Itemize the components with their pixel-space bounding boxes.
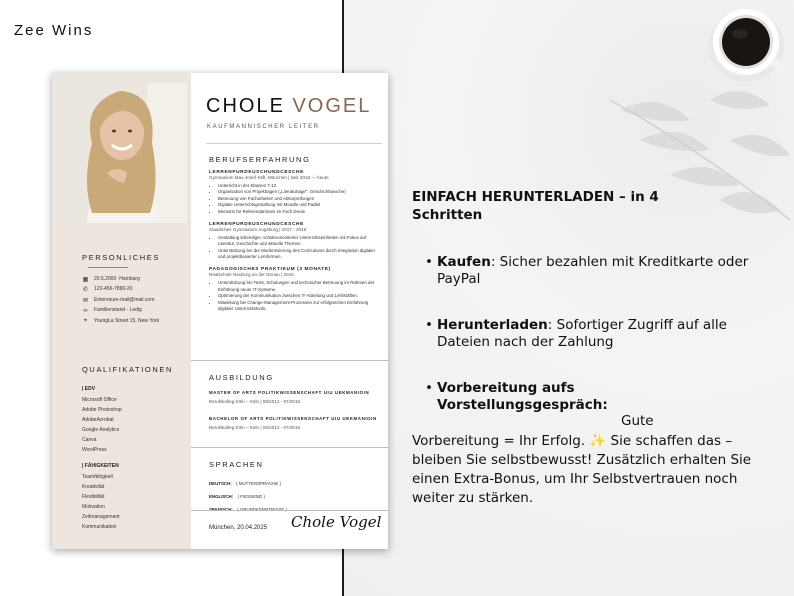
language-row: ENGLISCH: ( FIESSEND ) <box>209 494 265 499</box>
languages-title: SPRACHEN <box>209 460 264 469</box>
step-item: • Vorbereitung aufs Vorstellungsgespräch: <box>425 380 608 413</box>
personal-title: PERSONLICHES <box>82 253 160 262</box>
divider <box>191 360 388 361</box>
closing-text: Vorbereitung = Ihr Erfolg. ✨ Sie schaffen das – bleiben Sie selbstbewusst! Zusätzlich erhalten Sie einen Extra-Bonus, um Ihr Selbstvertrauen noch weiter zu stärken. <box>412 433 752 506</box>
education-entry: BACHELOR OF ARTS POLITIKWISSENSCHAFT UIU UEKMANIOIN Berufskolleg Köln – Köln | 08/2012 - 07/2015 <box>209 416 377 430</box>
education-title: AUSBILDUNG <box>209 373 274 382</box>
list-item: WordPress <box>82 447 107 453</box>
list-item: • Mitwirkung bei Change-Management-Prozessen zur erfolgreichen Einführung digitaler Unterrichtstools. <box>218 300 381 313</box>
education-entry: MASTER OF ARTS POLITIKWISSENSCHAFT UIU UEKMANIOIN Berufskolleg Köln – Köln | 08/2012 - 07/2015 <box>209 390 370 404</box>
promo-heading: EINFACH HERUNTERLADEN – in 4 Schritten <box>412 189 659 223</box>
brand-logo: Zee Wins <box>14 22 94 39</box>
list-item: Microsoft Office <box>82 397 117 403</box>
portrait-illustration <box>52 73 191 223</box>
step-item: • Kaufen: Sicher bezahlen mit Kreditkarte oder PayPal <box>425 254 749 287</box>
list-item: Kommunikation <box>82 524 117 530</box>
list-item: • Organisation von Projekttagen („Literaturtage", Geschichtswoche) <box>218 189 381 195</box>
closing-lead: Gute <box>621 413 654 429</box>
skills-list <box>82 472 173 532</box>
info-status: ∞ Familienstand - Ledig <box>83 307 142 314</box>
language-row: DEUTSCH: ( MUTTERSPRACHE ) <box>209 481 282 486</box>
list-item: Adobe Photoshop <box>82 407 122 413</box>
personal-section <box>82 253 160 327</box>
profile-photo <box>52 73 191 223</box>
place-date: München, 20.04.2025 <box>209 525 268 531</box>
resume-sidebar <box>52 73 191 549</box>
location-icon: ⌖ <box>83 317 88 324</box>
signature: Chole Vogel <box>291 513 382 531</box>
resume-main <box>191 73 388 549</box>
bullet-icon: • <box>425 317 433 333</box>
job-title: KAUFMANNISCHER LEITER <box>207 124 320 130</box>
divider <box>191 510 388 511</box>
list-item: Google Analytics <box>82 427 120 433</box>
title-rule <box>88 267 128 268</box>
list-item: • Unterstützung bei Tests, Schulungen und technischer Betreuung im Rahmen der Einführung neuer IT-Systeme. <box>218 280 381 293</box>
experience-section <box>209 155 381 312</box>
resume-name: CHOLE VOGEL <box>206 95 372 117</box>
list-item: Canva <box>82 437 97 443</box>
list-item: • Optimierung der Kommunikation zwischen IT-Abteilung und Lehrkräften. <box>218 293 381 299</box>
bullet-icon: • <box>425 254 433 270</box>
info-birth: ▦ 20.5.2000 -Hamburg <box>82 275 140 283</box>
list-item: • Betreuung von Facharbeiten und Abiturprüfungen <box>218 196 381 202</box>
mail-icon: ✉ <box>82 297 89 304</box>
list-item: • Gestaltung lebendiger, schülerorientierter Unterrichtseinheiten mit Fokus auf Literatur, Geschichte und aktuelle Themen. <box>218 235 381 248</box>
phone-icon: ✆ <box>82 287 89 294</box>
list-item: AdobeAcrobat <box>82 417 114 423</box>
list-item: • Unterricht in der Klassen 7-12 <box>218 183 381 189</box>
list-item: Teamfähigkeit <box>82 474 113 480</box>
list-item: • Unterstützung bei der Modernisierung des Curriculums durch Integration digitaler und projektbasierter Lernformen. <box>218 248 381 261</box>
qualifications-section <box>82 365 173 532</box>
job-entry: LERRENPURDEUSCHUNDCESCHE Staatliches Gymnasium Augsburg | 2017 - 2018 • Gestaltung lebendiger, schülerorientierter Unterrichtseinheiten mit Fokus auf Literatur, Geschichte und aktuelle Themen. • Unterstützung bei der Modernisierung des Curriculums durch Integration digitaler und projektbasierter Lernformen. <box>209 222 381 261</box>
list-item: • Mentorin für Referendarinnen im Fach Deute <box>218 209 381 215</box>
divider <box>191 447 388 448</box>
bullet-icon: • <box>425 380 433 396</box>
edv-title: | EDV <box>82 386 96 392</box>
languages-section <box>209 460 381 515</box>
job-entry: LERRENPURDEUSCHUNDCESCHE Gymnasium Max-Josef-Stift, München | Seit 2018 — heute • Unterricht in der Klassen 7-12 • Organisation von Projekttagen („Literaturtage", Geschichtswoche) • Betreuung von Facharbeiten und Abiturprüfungen • Digitale Unterrichtsgestaltung mit Moodle und Padlet • Mentorin für Referendarinnen im Fach Deute <box>209 170 381 215</box>
info-address: ⌖ YoungLa Street 15, New York <box>83 317 160 324</box>
rings-icon: ∞ <box>83 307 88 314</box>
step-item: • Herunterladen: Sofortiger Zugriff auf alle Dateien nach der Zahlung <box>425 317 727 350</box>
skills-title: | FÄHIGKEITEN <box>82 463 119 469</box>
job-entry: PADAGOGISCHES PRAKTIKUM (3 MONATE) Realschule Neuburg an der Donau | 2015 • Unterstützung bei Tests, Schulungen und technischer Betreuung im Rahmen der Einführung neuer IT-Systeme. • Optimierung der Kommunikation zwischen IT-Abteilung und Lehrkräften. • Mitwirkung bei Change-Management-Prozessen zur erfolgreichen Einführung digitaler Unterrichtstools. <box>209 267 381 312</box>
coffee-cup-icon <box>706 4 792 86</box>
list-item: Zeitmanagement <box>82 514 120 520</box>
divider <box>206 143 382 144</box>
info-mail: ✉ Entervoure-mail@mail.com <box>82 296 155 304</box>
list-item: • Digitale Unterrichtsgestaltung mit Moodle und Padlet <box>218 202 381 208</box>
list-item: Kreativität <box>82 484 105 490</box>
list-item: Flexibilität <box>82 494 105 500</box>
experience-title: BERUFSERFAHRUNG <box>209 155 311 164</box>
edv-list <box>82 395 173 455</box>
qualifications-title: QUALIFIKATIONEN <box>82 365 173 374</box>
list-item: Motivation <box>82 504 105 510</box>
info-phone: ✆ 123-456-7890-20 <box>82 286 133 294</box>
education-section <box>209 373 381 430</box>
calendar-icon: ▦ <box>82 276 89 283</box>
resume-preview <box>52 73 388 549</box>
